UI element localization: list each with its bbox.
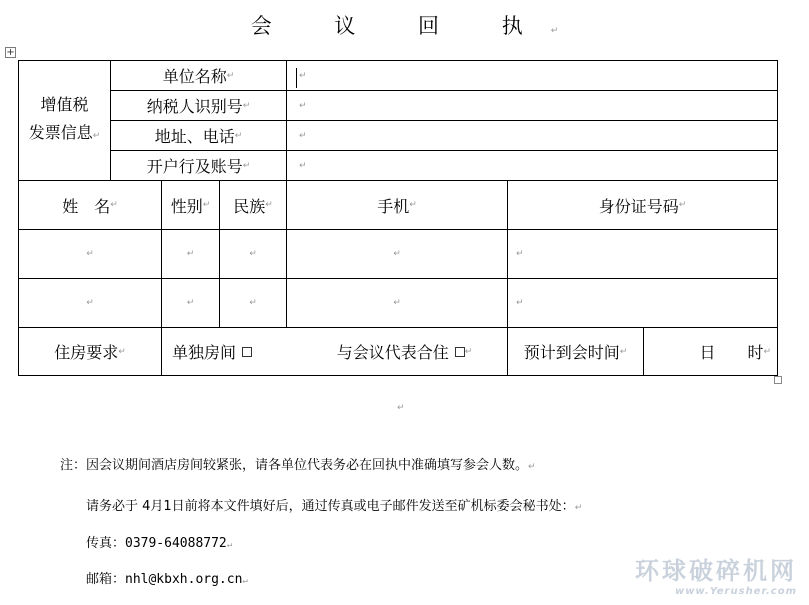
share-room-checkbox[interactable] (455, 347, 465, 357)
tax-row-label-company (111, 61, 286, 90)
single-room-checkbox[interactable] (242, 347, 252, 357)
watermark-text: 环球破碎机网 (635, 557, 797, 585)
arrival-time-label (508, 328, 643, 375)
option-text: 单独房间 (172, 343, 237, 362)
paragraph-mark: ↵ (516, 298, 524, 308)
housing-label (19, 328, 161, 375)
header-text: 身份证号码 (598, 196, 679, 216)
attendee-2-id-field[interactable] (508, 279, 777, 327)
label-text: 开户行及账号 (146, 157, 243, 176)
address-phone-field[interactable] (287, 121, 777, 150)
paragraph-mark: ↵ (86, 249, 94, 259)
paragraph-mark: ↵ (249, 298, 257, 308)
attendee-1-gender-field[interactable] (162, 230, 219, 278)
header-phone (287, 181, 507, 229)
option-text: 与会议代表合住 (336, 343, 449, 362)
paragraph-mark: ↵ (528, 462, 536, 472)
paragraph-mark: ↵ (464, 346, 473, 357)
paragraph-mark: ↵ (678, 200, 687, 210)
paragraph-mark: ↵ (763, 346, 771, 357)
attendee-2-ethnicity-field[interactable] (220, 279, 286, 327)
attendee-2-gender-field[interactable] (162, 279, 219, 327)
header-name (19, 181, 161, 229)
paragraph-mark: ↵ (574, 503, 583, 513)
paragraph-mark: ↵ (226, 540, 233, 550)
header-text: 姓 名 (62, 196, 111, 216)
fax-line (86, 532, 232, 551)
paragraph-mark: ↵ (118, 346, 126, 357)
field-value: 日 时 (699, 343, 764, 362)
note-text: 请务必于 4月1日前将本文件填好后，通过传真或电子邮件发送至矿机标委会秘书处： (86, 499, 575, 514)
paragraph-mark: ↵ (299, 160, 307, 171)
paragraph-mark: ↵ (550, 26, 587, 36)
header-id-number (508, 181, 777, 229)
label-text: 预计到会时间 (523, 343, 620, 362)
label-text: 纳税人识别号 (146, 97, 243, 116)
paragraph-mark: ↵ (186, 298, 195, 308)
watermark (635, 551, 797, 597)
attendee-1-id-field[interactable] (508, 230, 777, 278)
header-gender (162, 181, 219, 229)
attendee-1-ethnicity-field[interactable] (220, 230, 286, 278)
header-text: 民族 (233, 196, 266, 216)
header-text: 手机 (377, 196, 410, 216)
paragraph-mark: ↵ (299, 130, 307, 141)
attendee-1-name-field[interactable] (19, 230, 161, 278)
paragraph-mark: ↵ (393, 298, 401, 308)
tax-row-label-address-phone (111, 121, 286, 150)
watermark-url: www.Yerusher.com (674, 586, 797, 597)
note-text: 注：因会议期间酒店房间较紧张，请各单位代表务必在回执中准确填写参会人数。 (60, 458, 529, 473)
tax-label-line2: 发票信息 (28, 123, 93, 142)
paragraph-mark: ↵ (242, 160, 251, 171)
note-1 (60, 454, 536, 473)
single-room-option[interactable] (162, 328, 302, 375)
paragraph-mark: ↵ (249, 249, 257, 259)
empty-paragraph-mark: ↵ (397, 403, 405, 413)
label-text: 地址、电话 (154, 127, 235, 146)
share-room-option[interactable] (302, 328, 507, 375)
tax-info-group-label (19, 61, 110, 180)
fax-text: 传真：0379-64088772 (86, 536, 227, 551)
email-line (86, 568, 248, 587)
arrival-time-field[interactable] (644, 328, 777, 375)
title-text: 会 议 回 执 (250, 14, 551, 38)
paragraph-mark: ↵ (516, 249, 524, 259)
paragraph-mark: ↵ (242, 576, 248, 586)
paragraph-mark: ↵ (299, 70, 307, 81)
tax-row-label-taxpayer-id (111, 91, 286, 120)
label-text: 住房要求 (54, 343, 119, 362)
document-title (0, 10, 809, 40)
text-cursor (296, 68, 297, 88)
company-name-field[interactable] (287, 61, 777, 90)
paragraph-mark: ↵ (242, 100, 251, 111)
label-text: 单位名称 (162, 67, 227, 86)
paragraph-mark: ↵ (92, 131, 101, 141)
paragraph-mark: ↵ (186, 249, 195, 259)
tax-label-line1: 增值税 (40, 95, 89, 114)
paragraph-mark: ↵ (110, 200, 118, 210)
attendee-2-phone-field[interactable] (287, 279, 507, 327)
paragraph-mark: ↵ (86, 298, 94, 308)
paragraph-mark: ↵ (393, 249, 401, 259)
paragraph-mark: ↵ (299, 100, 307, 111)
header-text: 性别 (170, 196, 203, 216)
attendee-2-name-field[interactable] (19, 279, 161, 327)
note-2 (86, 495, 582, 514)
taxpayer-id-field[interactable] (287, 91, 777, 120)
paragraph-mark: ↵ (409, 200, 417, 210)
attendee-1-phone-field[interactable] (287, 230, 507, 278)
paragraph-mark: ↵ (619, 346, 628, 357)
paragraph-mark: ↵ (265, 200, 273, 210)
table-resize-handle[interactable] (774, 376, 782, 384)
bank-account-field[interactable] (287, 151, 777, 180)
paragraph-mark: ↵ (226, 70, 235, 81)
paragraph-mark: ↵ (202, 200, 211, 210)
header-ethnicity (220, 181, 286, 229)
table-move-handle-icon[interactable]: + (6, 47, 15, 58)
paragraph-mark: ↵ (234, 130, 243, 141)
email-text: 邮箱：nhl@kbxh.org.cn (86, 572, 243, 587)
tax-row-label-bank-account (111, 151, 286, 180)
